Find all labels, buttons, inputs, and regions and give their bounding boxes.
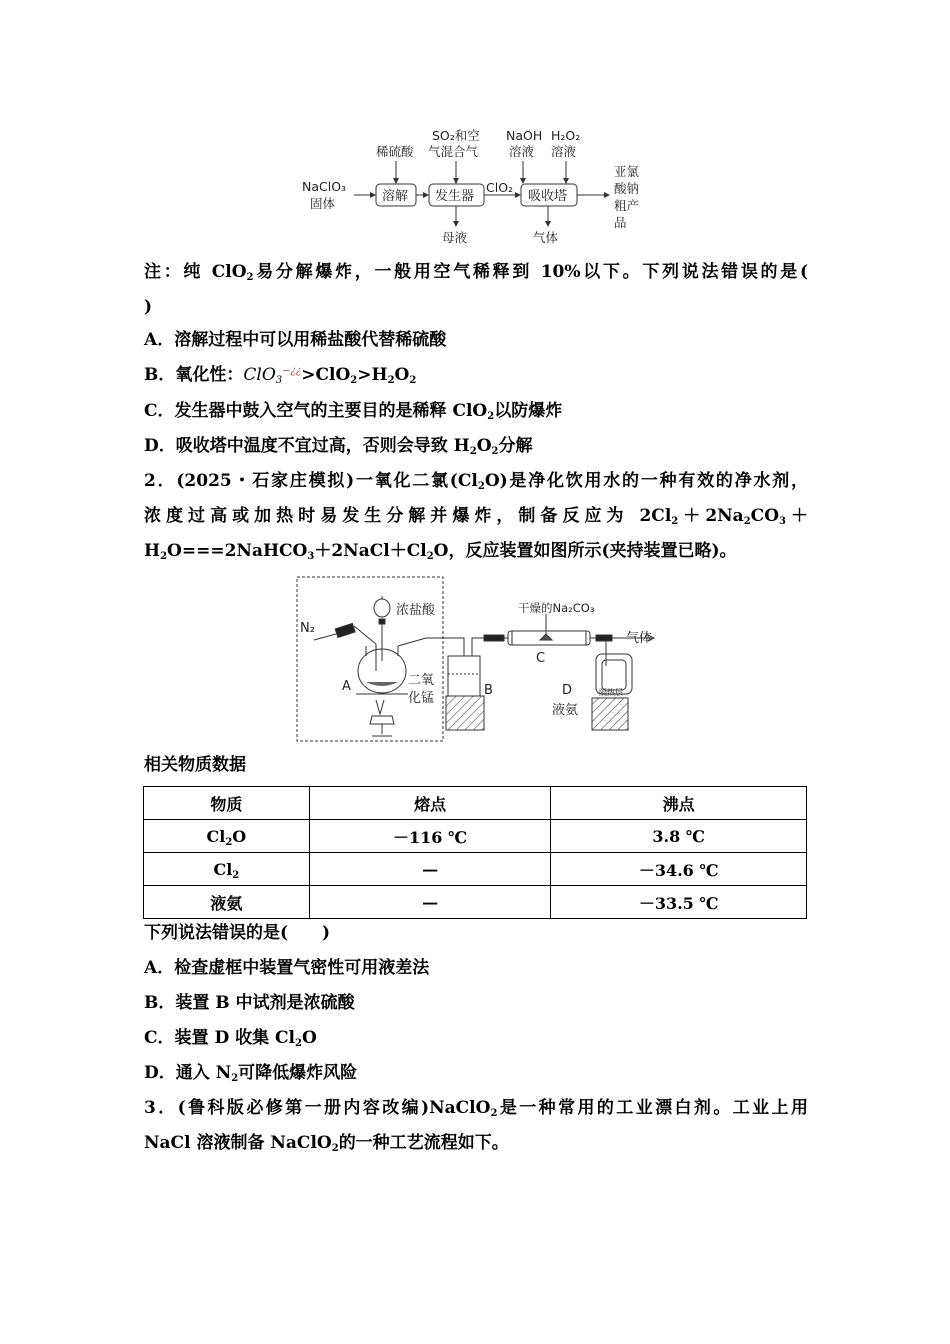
q1-note-close: ): [144, 297, 153, 317]
flow-out-gas: 气体: [533, 230, 559, 245]
label-b: B: [484, 683, 493, 698]
flow-so2-line2: 气混合气: [428, 144, 479, 159]
flow-product-3: 粗产: [614, 198, 640, 213]
q2-line3: $H_2O===2NaHCO_3+2NaCl+Cl_2O$，反应装置如图所示(夹持装置已略)。: [144, 541, 737, 562]
q2-line1: 2．(2025・石家庄模拟)一氧化二氯$(Cl_2O)$是净化饮用水的一种有效的净水剂，: [144, 471, 809, 492]
q2-option-b: B．装置 B 中试剂是浓硫酸: [144, 993, 355, 1013]
label-d: D: [562, 683, 573, 698]
flow-clo2: ClO₂: [486, 180, 514, 195]
q1-note-c: 易分解爆炸，一般用空气稀释到 10%以下。下列说法错误的是(: [253, 262, 809, 282]
flow-product-2: 酸钠: [614, 181, 640, 196]
apparatus-diagram: [296, 576, 666, 744]
flow-naoh-line1: NaOH: [506, 128, 543, 143]
q2-option-c: C．装置 D 收集 $Cl_2O$: [144, 1028, 317, 1049]
q3-line1: 3．(鲁科版必修第一册内容改编)NaClO$_2$是一种常用的工业漂白剂。工业上用: [144, 1098, 808, 1119]
flow-product-1: 亚氯: [614, 164, 640, 179]
q2-option-a: A．检查虚框中装置气密性可用液差法: [144, 958, 430, 978]
table-cell: —: [309, 886, 551, 919]
table-row: [144, 853, 807, 886]
flow-mother-liquor: 母液: [442, 230, 468, 245]
flow-acid: 稀硫酸: [376, 144, 414, 159]
table-header: 熔点: [309, 787, 551, 820]
flow-h2o2-line2: 溶液: [551, 144, 577, 159]
label-hcl: 浓盐酸: [396, 603, 436, 618]
table-title: 相关物质数据: [144, 755, 246, 775]
table-row: [144, 820, 807, 853]
table-cell: －33.5 ℃: [551, 886, 807, 919]
label-a: A: [342, 679, 351, 694]
flow-so2-line1: SO₂和空: [432, 128, 480, 143]
label-insulation: 隔热层: [599, 688, 623, 697]
table-header-row: [144, 787, 807, 820]
q1-note: 注：纯 ClO$_2$易分解爆炸，一般用空气稀释到 10%以下。下列说法错误的是(: [144, 262, 809, 283]
table-cell: 3.8 ℃: [551, 820, 807, 853]
flow-box-generator-label: 发生器: [435, 189, 475, 204]
flow-product-4: 品: [614, 215, 627, 230]
table-cell: －116 ℃: [309, 820, 551, 853]
q1-option-b: B．氧化性：$ClO_3^{-¿¿}>ClO_2>H_2O_2$: [144, 365, 417, 386]
property-table: [143, 786, 807, 919]
table-cell: $Cl_2O$: [144, 820, 310, 853]
q3-line2: NaCl 溶液制备 NaClO$_2$的一种工艺流程如下。: [144, 1133, 509, 1154]
flow-naoh-line2: 溶液: [509, 144, 535, 159]
flow-box-dissolve-label: 溶解: [382, 189, 409, 204]
dashed-frame: [297, 577, 443, 741]
label-mno2-1: 二氧: [408, 673, 435, 688]
flow-h2o2-line1: H₂O₂: [551, 128, 581, 143]
table-cell: $Cl_2$: [144, 853, 310, 886]
q2-option-d: D．通入 $N_2$可降低爆炸风险: [144, 1063, 358, 1084]
q1-option-d: D．吸收塔中温度不宜过高，否则会导致 $H_2O_2$分解: [144, 436, 533, 457]
label-n2: N₂: [300, 621, 315, 636]
bottle-b: [448, 656, 480, 696]
q2-line2: 浓度过高或加热时易发生分解并爆炸，制备反应为 $2Cl_2+2Na_2CO_3+$: [144, 506, 809, 527]
label-gas: 气体: [626, 631, 653, 646]
table-header: 物质: [144, 787, 310, 820]
process-flow-diagram: [296, 124, 656, 248]
label-c: C: [536, 651, 546, 666]
label-mno2-2: 化锰: [408, 691, 435, 706]
table-cell: —: [309, 853, 551, 886]
q1-option-a: A．溶解过程中可以用稀盐酸代替稀硫酸: [144, 330, 447, 350]
q1-note-a: 注：纯 ClO: [144, 262, 247, 282]
chlorate-ion: ClO$_3$−¿¿: [243, 365, 302, 386]
flow-box-absorber-label: 吸收塔: [528, 189, 568, 204]
label-na2co3: 干燥的Na₂CO₃: [518, 601, 595, 615]
q1-option-c: C．发生器中鼓入空气的主要目的是稀释 ClO$_2$以防爆炸: [144, 401, 563, 422]
table-cell: 液氨: [144, 886, 310, 919]
table-header: 沸点: [551, 787, 807, 820]
q2-question: 下列说法错误的是( ): [144, 923, 331, 943]
table-cell: －34.6 ℃: [551, 853, 807, 886]
table-row: [144, 886, 807, 919]
flow-input-line1: NaClO₃: [302, 179, 347, 194]
flow-input-line2: 固体: [310, 196, 336, 211]
label-liquid-nh3: 液氨: [552, 703, 579, 718]
